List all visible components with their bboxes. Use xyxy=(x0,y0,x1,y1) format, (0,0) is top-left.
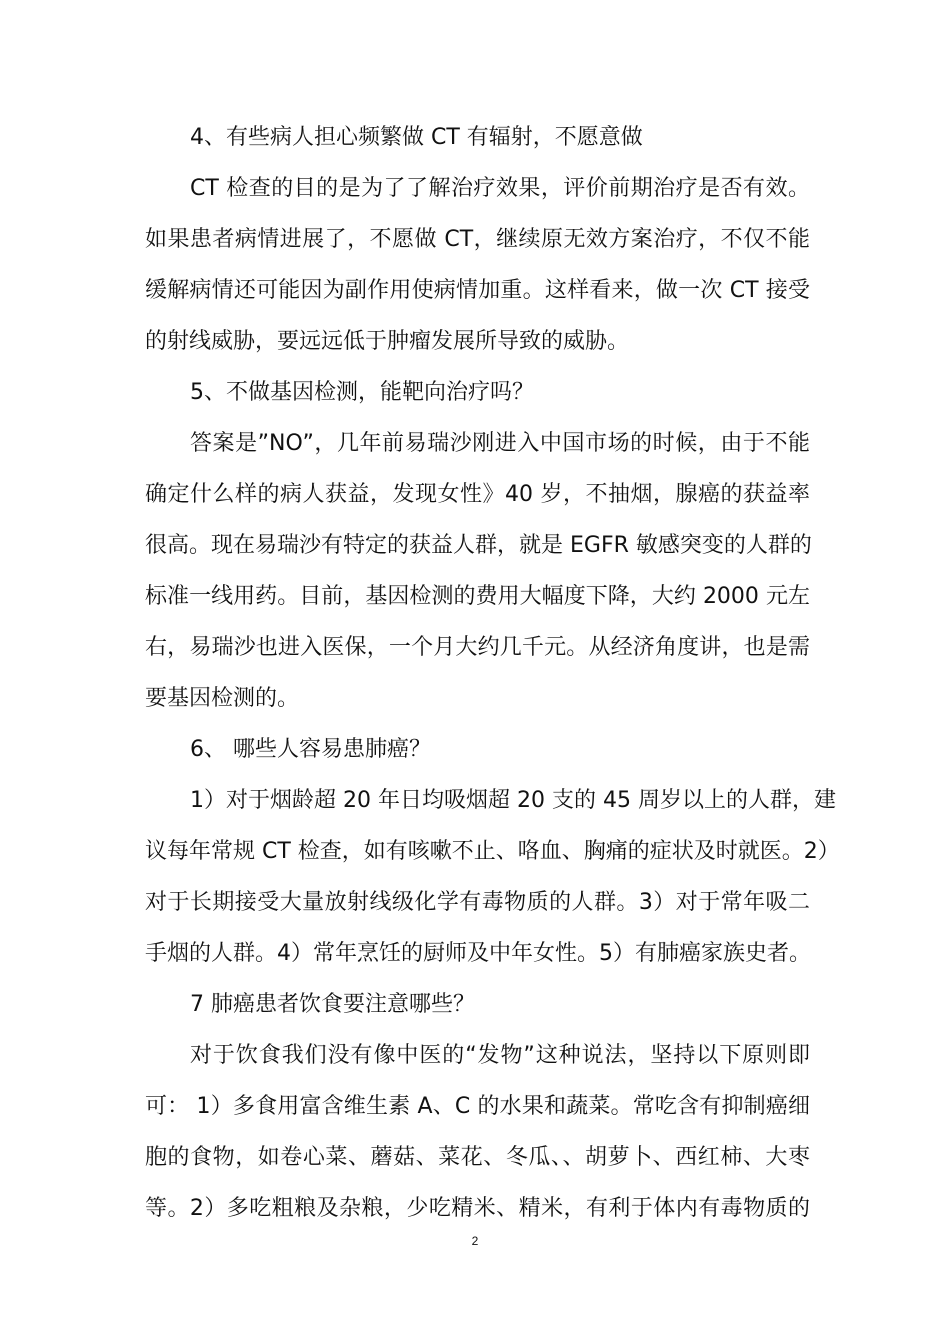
text-line: 可： 1）多食用富含维生素 A、C 的水果和蔬菜。常吃含有抑制癌细 xyxy=(145,1094,810,1119)
text-line: 对于长期接受大量放射线级化学有毒物质的人群。3）对于常年吸二 xyxy=(145,890,810,915)
text-line: CT 检查的目的是为了了解治疗效果，评价前期治疗是否有效。 xyxy=(190,176,810,201)
text-line: 很高。现在易瑞沙有特定的获益人群，就是 EGFR 敏感突变的人群的 xyxy=(145,533,812,558)
text-line: 如果患者病情进展了，不愿做 CT，继续原无效方案治疗，不仅不能 xyxy=(145,227,810,252)
text-line: 右，易瑞沙也进入医保，一个月大约几千元。从经济角度讲，也是需 xyxy=(145,635,810,660)
text-line: 要基因检测的。 xyxy=(145,686,300,711)
page-number: 2 xyxy=(471,1234,479,1248)
text-line: 确定什么样的病人获益，发现女性》40 岁，不抽烟，腺癌的获益率 xyxy=(145,482,810,507)
heading-diet: 7 肺癌患者饮食要注意哪些？ xyxy=(190,992,475,1017)
text-line: 答案是”NO”，几年前易瑞沙刚进入中国市场的时候，由于不能 xyxy=(190,431,810,456)
text-line: 缓解病情还可能因为副作用使病情加重。这样看来，做一次 CT 接受 xyxy=(145,278,810,303)
heading-ct-radiation: 4、有些病人担心频繁做 CT 有辐射，不愿意做 xyxy=(190,125,643,150)
heading-risk-groups: 6、 哪些人容易患肺癌？ xyxy=(190,737,431,762)
text-line: 胞的食物，如卷心菜、蘑菇、菜花、冬瓜、、胡萝卜、西红柿、大枣 xyxy=(145,1145,810,1170)
text-line: 的射线威胁，要远远低于肿瘤发展所导致的威胁。 xyxy=(145,329,630,354)
text-line: 对于饮食我们没有像中医的“发物”这种说法，坚持以下原则即 xyxy=(190,1043,810,1068)
text-line: 手烟的人群。4）常年烹饪的厨师及中年女性。5）有肺癌家族史者。 xyxy=(145,941,811,966)
text-line: 等。2）多吃粗粮及杂粮，少吃精米、精米，有利于体内有毒物质的 xyxy=(145,1196,810,1221)
text-line: 1）对于烟龄超 20 年日均吸烟超 20 支的 45 周岁以上的人群，建 xyxy=(190,788,836,813)
text-line: 议每年常规 CT 检查，如有咳嗽不止、咯血、胸痛的症状及时就医。2） xyxy=(145,839,840,864)
heading-gene-testing: 5、不做基因检测，能靶向治疗吗？ xyxy=(190,380,534,405)
text-line: 标准一线用药。目前，基因检测的费用大幅度下降，大约 2000 元左 xyxy=(145,584,810,609)
